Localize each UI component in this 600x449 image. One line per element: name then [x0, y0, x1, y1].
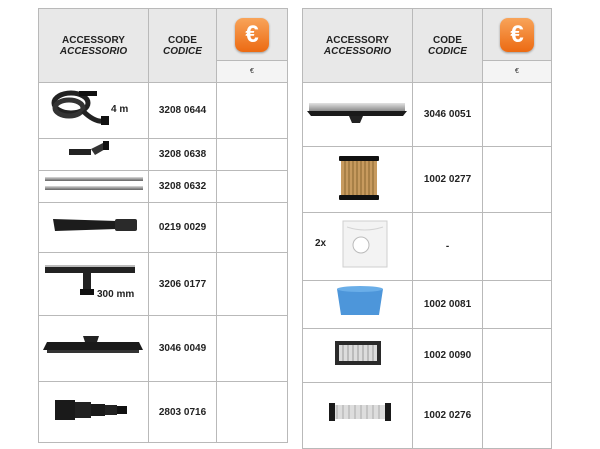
- cartridge-filter-icon: [303, 147, 413, 213]
- accessory-header: [303, 9, 413, 83]
- table-row: [39, 253, 288, 316]
- accessory-table-right: [302, 8, 552, 449]
- table-row: [39, 203, 288, 253]
- table-row: [39, 83, 288, 139]
- code-cell: 3046 0049: [149, 316, 217, 382]
- accessory-table-left: [38, 8, 288, 443]
- accessory-label: ACCESSORY: [326, 34, 389, 46]
- price-header: [483, 9, 552, 61]
- codice-label: CODICE: [428, 45, 467, 57]
- code-cell: 1002 0090: [413, 329, 483, 383]
- code-cell: 1002 0081: [413, 281, 483, 329]
- code-cell: 3046 0051: [413, 83, 483, 147]
- table-row: [39, 382, 288, 443]
- table-row: [303, 329, 552, 383]
- hepa-filter-icon: [303, 329, 413, 383]
- price-cell: [483, 383, 552, 449]
- hose-icon: [39, 83, 149, 139]
- price-cell: [217, 171, 288, 203]
- code-cell: 1002 0277: [413, 147, 483, 213]
- price-header: [217, 9, 288, 61]
- accessory-label: ACCESSORY: [62, 34, 125, 46]
- price-cell: [217, 139, 288, 171]
- table-row: [39, 139, 288, 171]
- price-cell: [483, 83, 552, 147]
- code-cell: 3206 0177: [149, 253, 217, 316]
- code-cell: 3208 0638: [149, 139, 217, 171]
- euro-icon: €: [235, 18, 269, 52]
- table-row: [303, 147, 552, 213]
- table-row: [39, 171, 288, 203]
- code-cell: 0219 0029: [149, 203, 217, 253]
- nozzle-width: 300 mm: [97, 289, 135, 300]
- table-row: [303, 83, 552, 147]
- code-cell: 2803 0716: [149, 382, 217, 443]
- hose-length: 4 m: [111, 104, 129, 115]
- squeegee-icon: [39, 316, 149, 382]
- code-cell: 1002 0276: [413, 383, 483, 449]
- code-header: [149, 9, 217, 83]
- code-cell: 3208 0632: [149, 171, 217, 203]
- adapter-icon: [39, 382, 149, 443]
- foam-filter-icon: [303, 281, 413, 329]
- table-row: [303, 213, 552, 281]
- extension-tubes-icon: [39, 171, 149, 203]
- code-cell: 3208 0644: [149, 83, 217, 139]
- price-cell: [217, 316, 288, 382]
- euro-icon: €: [500, 18, 534, 52]
- code-cell: -: [413, 213, 483, 281]
- elbow-tube-icon: [39, 139, 149, 171]
- price-cell: [217, 203, 288, 253]
- euro-unit: €: [217, 61, 288, 83]
- price-cell: [217, 83, 288, 139]
- wide-nozzle-icon: [303, 83, 413, 147]
- price-cell: [217, 382, 288, 443]
- accessory-header: [39, 9, 149, 83]
- table-row: [303, 383, 552, 449]
- price-cell: [483, 213, 552, 281]
- accessorio-label: ACCESSORIO: [59, 45, 128, 57]
- table-row: [39, 316, 288, 382]
- crevice-tool-icon: [39, 203, 149, 253]
- table-row: [303, 281, 552, 329]
- quantity-label: 2x: [315, 238, 327, 249]
- code-label: CODE: [168, 34, 197, 46]
- price-cell: [483, 147, 552, 213]
- price-cell: [483, 281, 552, 329]
- code-label: CODE: [433, 34, 462, 46]
- code-header: [413, 9, 483, 83]
- filter-sleeve-icon: [303, 383, 413, 449]
- floor-nozzle-icon: [39, 253, 149, 316]
- euro-unit: €: [483, 61, 552, 83]
- accessorio-label: ACCESSORIO: [323, 45, 392, 57]
- price-cell: [217, 253, 288, 316]
- codice-label: CODICE: [163, 45, 202, 57]
- price-cell: [483, 329, 552, 383]
- filter-bag-icon: [303, 213, 413, 281]
